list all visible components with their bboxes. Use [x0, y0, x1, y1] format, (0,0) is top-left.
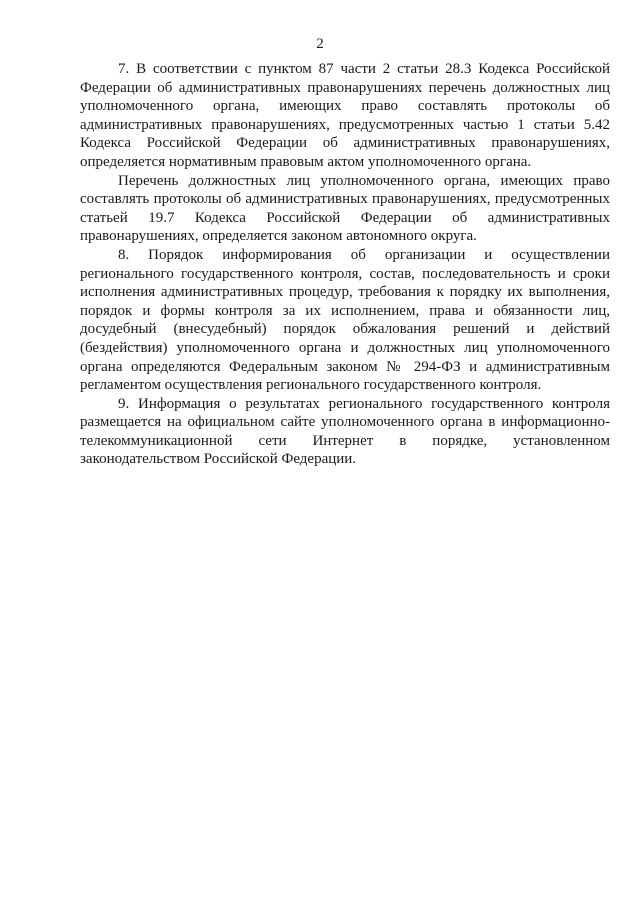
page-number: 2: [316, 36, 324, 52]
document-body: [80, 60, 610, 469]
paragraph-7: 7. В соответствии с пунктом 87 части 2 статьи 28.3 Кодекса Российской Федерации об административных правонарушениях перечень должностных лиц уполномоченного органа, имеющих право составлять протоколы об административных правонарушениях, предусмотренных частью 1 статьи 5.42 Кодекса Российской Федерации об административных правонарушениях, определяется нормативным правовым актом уполномоченного органа.: [80, 61, 610, 170]
paragraph-9: 9. Информация о результатах регионального государственного контроля размещается на официальном сайте уполномоченного органа в информационно-телекоммуникационной сети Интернет в порядке, установленном законодательством Российской Федерации.: [80, 395, 610, 468]
paragraph-8: 8. Порядок информирования об организации и осуществлении регионального государственного контроля, состав, последовательность и сроки исполнения административных процедур, требования к порядку их выполнения, порядок и формы контроля за их исполнением, права и обязанности лиц, досудебный (внесудебный) порядок обжалования решений и действий (бездействия) уполномоченного органа и должностных лиц уполномоченного органа определяются Федеральным законом № 294-ФЗ и административным регламентом осуществления регионального государственного контроля.: [80, 246, 610, 394]
paragraph-7-continuation: Перечень должностных лиц уполномоченного органа, имеющих право составлять протоколы об административных правонарушениях, предусмотренных статьей 19.7 Кодекса Российской Федерации об административных правонарушениях, определяется законом автономного округа.: [80, 172, 610, 245]
